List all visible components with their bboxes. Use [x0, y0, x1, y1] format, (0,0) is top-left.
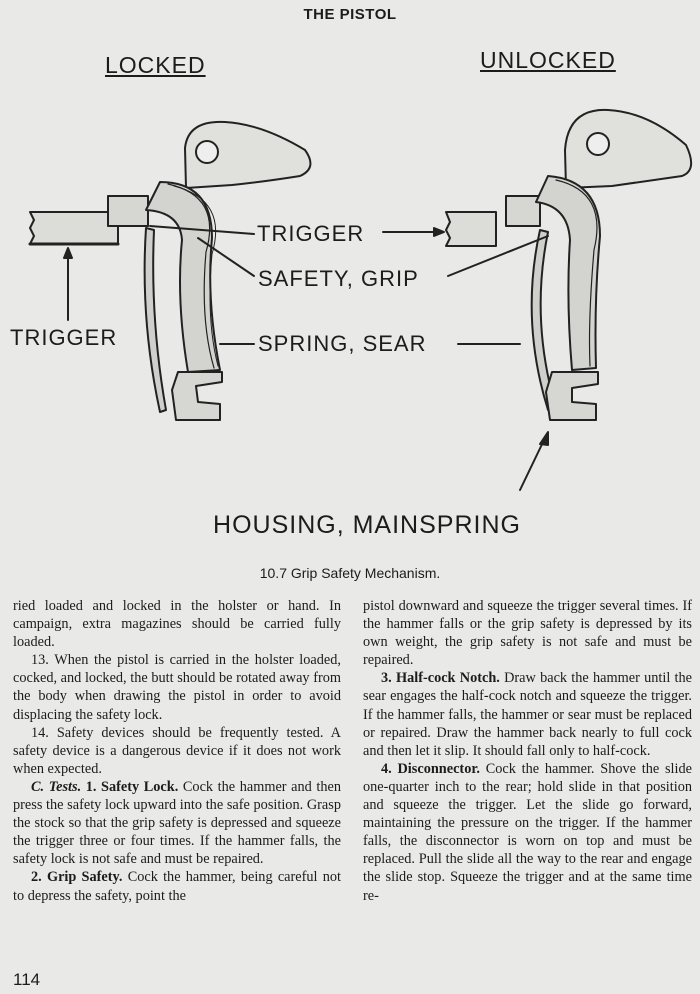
subsection-heading: 4. Disconnector.: [381, 760, 480, 777]
paragraph: 14. Safety devices should be frequently tested. A safety device is a dangerous device if it does not work when expected.: [13, 724, 341, 777]
safety-grip-label: SAFETY, GRIP: [258, 266, 419, 291]
trigger-label-mid: TRIGGER: [257, 221, 365, 246]
unlocked-mechanism: [446, 110, 691, 490]
paragraph: [13, 868, 341, 904]
right-column: [363, 597, 692, 905]
paragraph: 13. When the pistol is carried in the holster loaded, cocked, and locked, the butt should be rotated away from the body when drawing the pistol in order to avoid displacing the safety lock.: [13, 652, 341, 723]
unlocked-label: UNLOCKED: [480, 47, 616, 73]
spring-sear-label: SPRING, SEAR: [258, 331, 427, 356]
subsection-heading: 3. Half-cock Notch.: [381, 670, 500, 687]
paragraph: [363, 669, 692, 759]
paragraph: [13, 778, 341, 868]
paragraph: ried loaded and locked in the holster or hand. In campaign, extra magazines should be carried fully loaded.: [13, 598, 341, 651]
paragraph-text: Cock the hammer. Shove the slide one-quarter inch to the rear; hold slide in that position and squeeze the trigger. Let the slide go forward, maintaining the pressure on the trigger. If the hammer falls, the disconnector is worn on top and must be replaced. Pull the slide all the way to the rear and engage the slide stop. Squeeze the trigger and at the same time re-: [363, 760, 692, 904]
subsection-heading: 1. Safety Lock.: [85, 778, 179, 795]
section-heading: C. Tests.: [31, 778, 82, 795]
paragraph: [363, 760, 692, 905]
paragraph: pistol downward and squeeze the trigger several times. If the hammer falls or the grip safety is depressed by its own weight, the grip safety is not safe and must be repaired.: [363, 598, 692, 669]
subsection-heading: 2. Grip Safety.: [31, 869, 123, 886]
page-number: 114: [13, 970, 41, 989]
paragraph-text: Cock the hammer, being careful not to depress the safety, point the: [13, 869, 341, 904]
left-column: [13, 597, 341, 905]
trigger-label-left: TRIGGER: [10, 325, 118, 350]
paragraph-text: Draw back the hammer until the sear engages the half-cock notch and squeeze the trigger. If the hammer falls, the hammer or sear must be replaced or repaired. Draw the hammer back nearly to full cock and then let it slip. It should fall only to half-cock.: [363, 670, 692, 759]
figure-caption: 10.7 Grip Safety Mechanism.: [259, 565, 441, 581]
housing-mainspring-label: HOUSING, MAINSPRING: [213, 511, 521, 539]
locked-label: LOCKED: [105, 52, 206, 78]
page-header: THE PISTOL: [303, 6, 397, 23]
paragraph-text: Cock the hammer and then press the safety lock upward into the safe position. Grasp the stock so that the grip safety is depressed and squeeze the trigger three or four times. If the hammer falls, the safety lock is not safe and must be repaired.: [13, 778, 341, 868]
